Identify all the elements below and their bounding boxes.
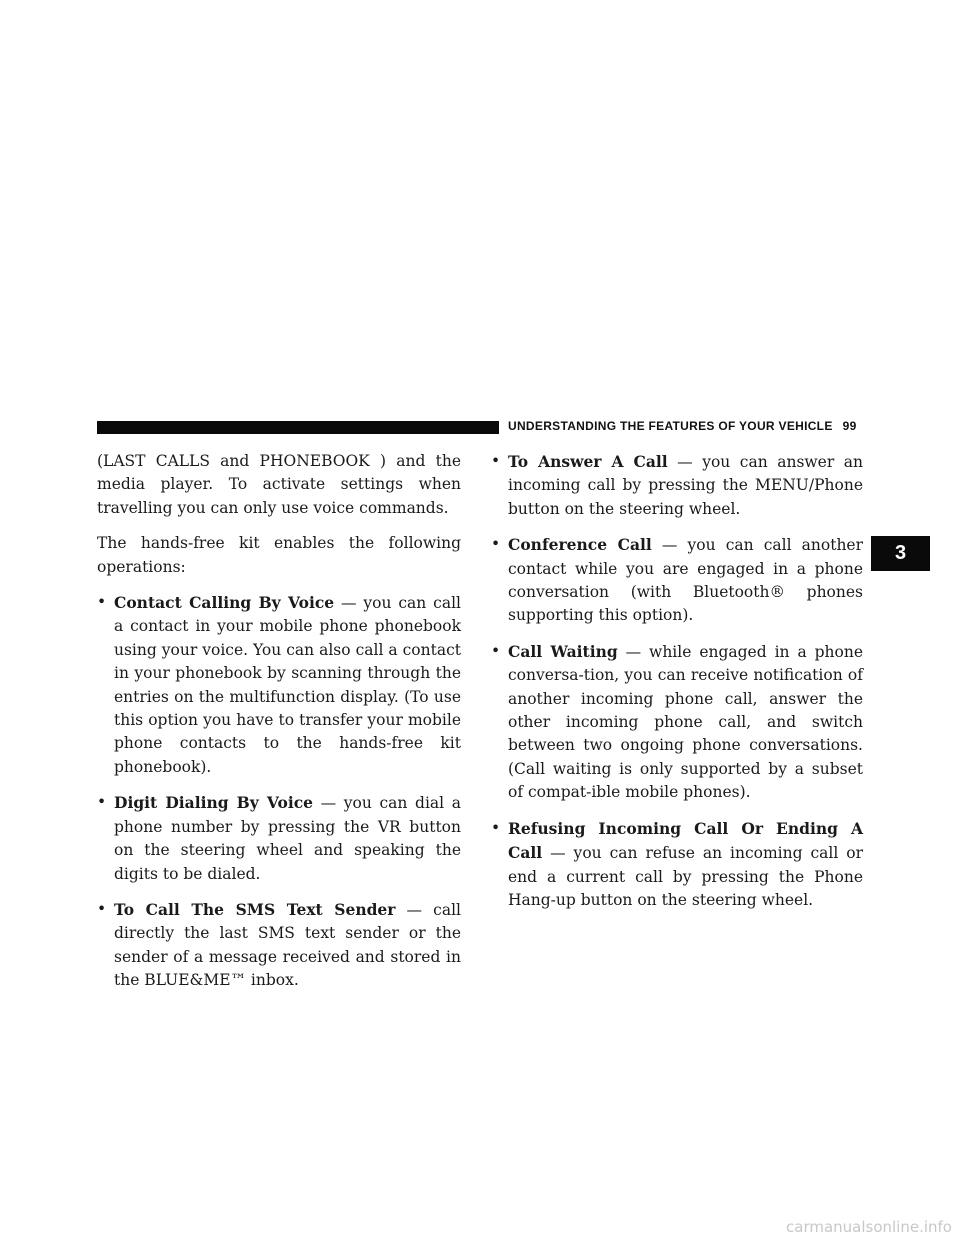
bullet-text: — you can dial a phone number by pressing the VR button on the steering wheel and speaking the digits to be dialed. (114, 794, 461, 883)
chapter-tab: 3 (871, 536, 930, 571)
bullet-dot-icon: • (491, 818, 501, 837)
bullet-text: — you can answer an incoming call by pressing the MENU/Phone button on the steering wheel. (508, 453, 863, 518)
running-header (508, 419, 857, 433)
bullet-dot-icon: • (97, 793, 107, 812)
bullet-term: Digit Dialing By Voice (114, 793, 314, 813)
bullet-item (97, 791, 461, 886)
bullet-term: Conference Call (508, 535, 652, 555)
bullet-text: — while engaged in a phone conversa-tion, you can receive notification of another incoming phone call, answer the other incoming phone call, and switch between two ongoing phone conversations. (Call waiting is only supported by a subset of compat-ible mobile phones). (508, 642, 863, 802)
bullet-item (491, 640, 863, 805)
bullet-text: — call directly the last SMS text sender or the sender of a message received and stored in the BLUE&ME™ inbox. (114, 900, 461, 990)
bullet-term: To Call The SMS Text Sender (114, 899, 396, 919)
bullet-item (491, 817, 863, 913)
bullet-term: To Answer A Call (508, 452, 668, 471)
bullet-term: Refusing Incoming Call Or Ending A Call (508, 818, 863, 863)
page-number: 99 (842, 419, 857, 433)
bullet-dot-icon: • (491, 535, 501, 554)
bullet-dot-icon: • (97, 899, 107, 918)
bullet-item (97, 898, 461, 993)
bullet-item (97, 591, 461, 779)
bullet-item (491, 533, 863, 628)
bullet-dot-icon: • (97, 593, 107, 612)
bullet-term: Call Waiting (508, 641, 618, 661)
intro-paragraph: (LAST CALLS and PHONEBOOK ) and the media player. To activate settings when travelling you can only use voice commands. (97, 452, 461, 517)
bullet-dot-icon: • (491, 452, 501, 470)
left-column (97, 450, 461, 1005)
lead-paragraph: The hands-free kit enables the following operations: (97, 534, 461, 576)
bullet-item (491, 450, 863, 521)
bullet-term: Contact Calling By Voice (114, 593, 335, 613)
section-title: UNDERSTANDING THE FEATURES OF YOUR VEHICLE (508, 419, 833, 433)
bullet-text: — you can call another contact while you are engaged in a phone conversation (with Bluetooth® phones supporting this option). (508, 536, 864, 625)
watermark-text: carmanualsonline.info (786, 1218, 952, 1236)
header-rule-bar (97, 421, 499, 434)
right-column (491, 450, 863, 924)
bullet-dot-icon: • (491, 641, 501, 660)
bullet-text: — you can refuse an incoming call or end a current call by pressing the Phone Hang-up button on the steering wheel. (508, 844, 863, 909)
bullet-text: — you can call a contact in your mobile phone phonebook using your voice. You can also call a contact in your phonebook by scanning through the entries on the multifunction display. (To use this option you have to transfer your mobile phone contacts to the hands-free kit phonebook). (114, 594, 461, 776)
